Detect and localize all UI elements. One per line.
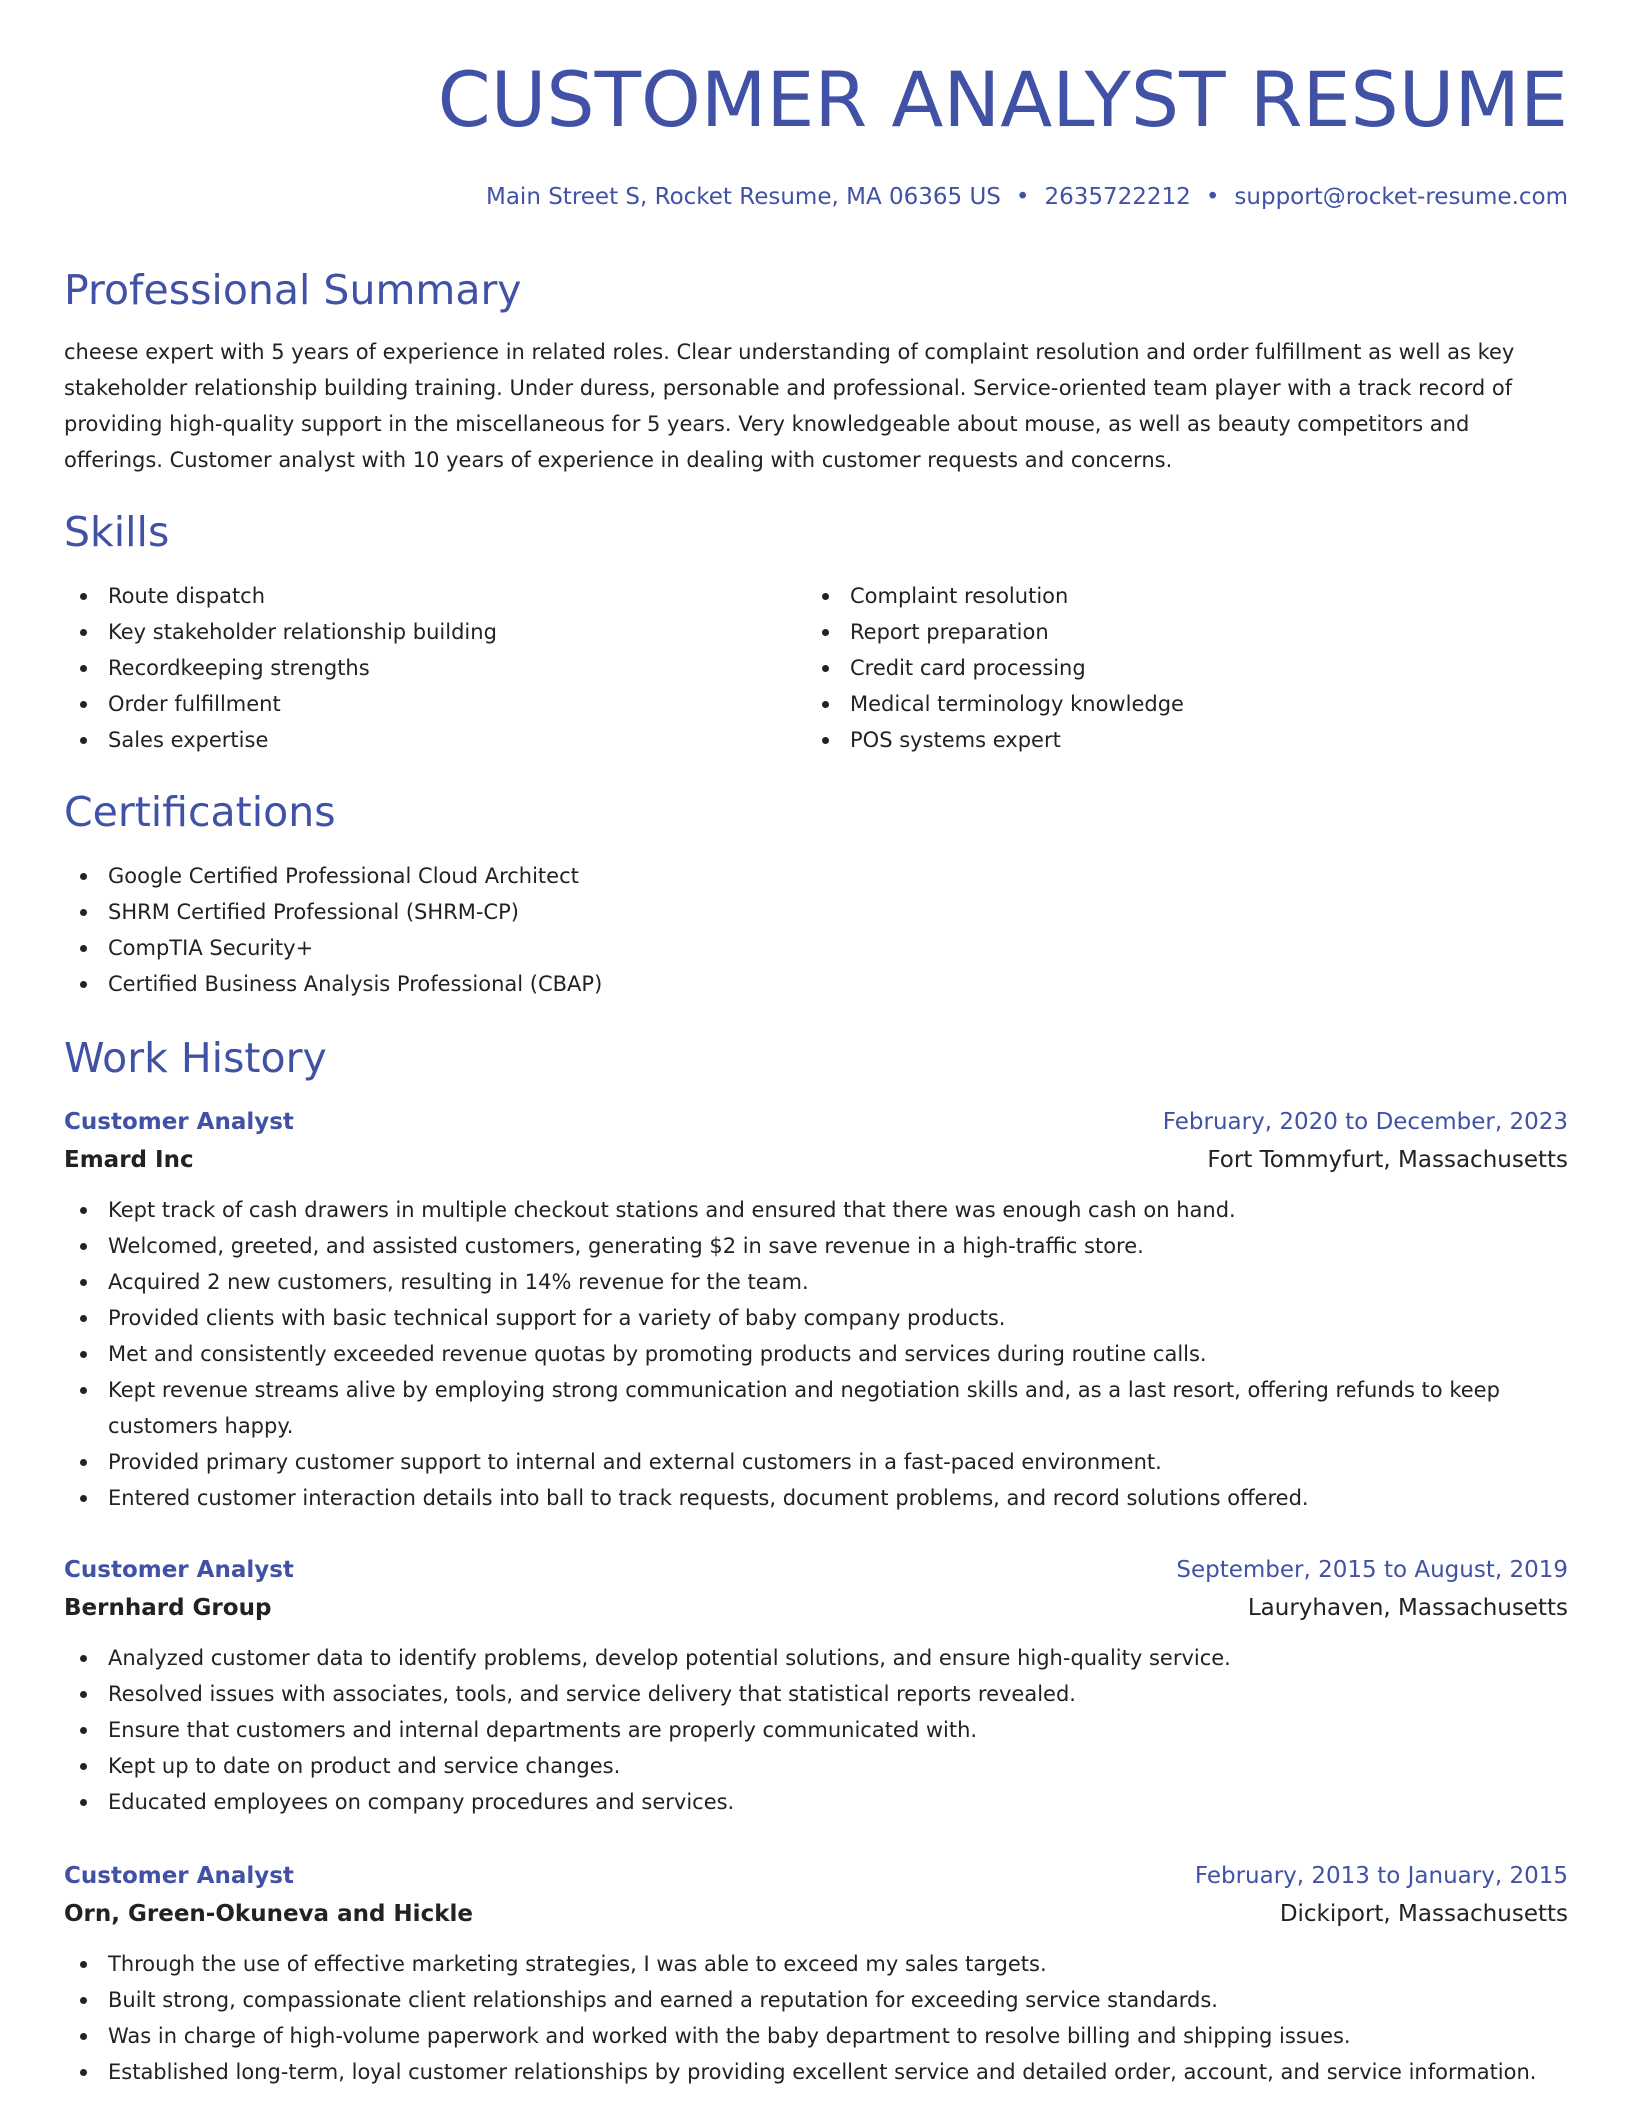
- list-item: [64, 614, 497, 650]
- list-item: [64, 1444, 1568, 1480]
- bullet-icon: [80, 1997, 87, 2004]
- bullet-icon: [822, 665, 829, 672]
- list-item: [64, 1228, 1568, 1264]
- bullet-icon: [80, 1243, 87, 1250]
- summary-text: cheese expert with 5 years of experience in related roles. Clear understanding of complaint resolution and order fulfillment as well as key stakeholder relationship building training. Under duress, personable and professional. Service-oriented team player with a track record of providing high-quality support in the miscellaneous for 5 years. Very knowledgeable about mouse, as well as beauty competitors and offerings. Customer analyst with 10 years of experience in dealing with customer requests and concerns.: [64, 340, 1515, 472]
- list-item: [64, 1748, 1568, 1784]
- job-bullet-text: Established long-term, loyal customer relationships by providing excellent service and detailed order, account, and service information.: [108, 2060, 1537, 2084]
- certifications-list: [64, 858, 602, 1002]
- job-company-row: [64, 1142, 1568, 1178]
- contact-line: [486, 180, 1568, 214]
- certifications-heading: Certifications: [64, 788, 336, 836]
- skills-heading: Skills: [64, 508, 170, 556]
- contact-email[interactable]: support@rocket-resume.com: [1234, 184, 1568, 210]
- skill-label: Recordkeeping strengths: [108, 656, 370, 680]
- list-item: [64, 1336, 1568, 1372]
- job-company: Orn, Green-Okuneva and Hickle: [64, 1901, 473, 1927]
- resume-title: CUSTOMER ANALYST RESUME: [437, 55, 1568, 144]
- list-item: [64, 1300, 1568, 1336]
- job-title-row: [64, 1858, 1568, 1894]
- bullet-icon: [80, 701, 87, 708]
- list-item: [806, 614, 1184, 650]
- list-item: [64, 722, 497, 758]
- list-item: [64, 966, 602, 1002]
- job-company-row: [64, 1590, 1568, 1626]
- list-item: [806, 686, 1184, 722]
- skills-list-right: [806, 578, 1184, 758]
- bullet-icon: [80, 665, 87, 672]
- bullet-icon: [80, 737, 87, 744]
- job-bullets: [64, 1192, 1568, 1516]
- bullet-icon: [80, 873, 87, 880]
- list-item: [64, 1676, 1568, 1712]
- list-item: [64, 650, 497, 686]
- bullet-icon: [80, 1351, 87, 1358]
- job-bullet-text: Entered customer interaction details into ball to track requests, document problems, and record solutions offered.: [108, 1486, 1309, 1510]
- job-bullet-text: Educated employees on company procedures and services.: [108, 1790, 735, 1814]
- job-bullets: [64, 1946, 1568, 2090]
- job-bullet-text: Resolved issues with associates, tools, and service delivery that statistical reports revealed.: [108, 1682, 1076, 1706]
- bullet-icon: [80, 1727, 87, 1734]
- list-item: [64, 1784, 1568, 1820]
- job-bullet-text: Provided primary customer support to internal and external customers in a fast-paced environment.: [108, 1450, 1162, 1474]
- job-bullets: [64, 1640, 1568, 1820]
- bullet-icon: [80, 1387, 87, 1394]
- list-item: [64, 894, 602, 930]
- summary-heading: Professional Summary: [64, 266, 522, 314]
- skill-label: Complaint resolution: [850, 584, 1069, 608]
- list-item: [64, 2054, 1568, 2090]
- list-item: [64, 578, 497, 614]
- certification-label: CompTIA Security+: [108, 936, 314, 960]
- job-bullet-text: Through the use of effective marketing strategies, I was able to exceed my sales targets.: [108, 1952, 1047, 1976]
- job-company: Bernhard Group: [64, 1595, 272, 1621]
- contact-separator: •: [1015, 184, 1030, 210]
- list-item: [64, 1640, 1568, 1676]
- job-dates: February, 2020 to December, 2023: [1162, 1109, 1568, 1135]
- job-bullet-text: Acquired 2 new customers, resulting in 14% revenue for the team.: [108, 1270, 809, 1294]
- certification-label: SHRM Certified Professional (SHRM-CP): [108, 900, 519, 924]
- skill-label: Route dispatch: [108, 584, 266, 608]
- bullet-icon: [80, 1495, 87, 1502]
- bullet-icon: [80, 1315, 87, 1322]
- bullet-icon: [80, 2033, 87, 2040]
- bullet-icon: [80, 909, 87, 916]
- job-bullet-text: Kept up to date on product and service changes.: [108, 1754, 621, 1778]
- certification-label: Google Certified Professional Cloud Architect: [108, 864, 579, 888]
- list-item: [64, 1264, 1568, 1300]
- bullet-icon: [822, 737, 829, 744]
- job-company-row: [64, 1896, 1568, 1932]
- bullet-icon: [822, 593, 829, 600]
- list-item: [64, 1480, 1568, 1516]
- job-bullet-text: Met and consistently exceeded revenue quotas by promoting products and services during routine calls.: [108, 1342, 1207, 1366]
- list-item: [64, 1372, 1568, 1444]
- job-dates: February, 2013 to January, 2015: [1194, 1863, 1568, 1889]
- list-item: [64, 858, 602, 894]
- job-bullet-text: Provided clients with basic technical support for a variety of baby company products.: [108, 1306, 1006, 1330]
- job-title: Customer Analyst: [64, 1557, 294, 1583]
- bullet-icon: [80, 1279, 87, 1286]
- job-company: Emard Inc: [64, 1147, 194, 1173]
- list-item: [64, 1192, 1568, 1228]
- skill-label: Credit card processing: [850, 656, 1086, 680]
- work-history-heading: Work History: [64, 1034, 327, 1082]
- job-title: Customer Analyst: [64, 1109, 294, 1135]
- bullet-icon: [80, 945, 87, 952]
- job-bullet-text: Welcomed, greeted, and assisted customers, generating $2 in save revenue in a high-traffic store.: [108, 1234, 1144, 1258]
- job-location: Lauryhaven, Massachusetts: [1247, 1595, 1568, 1621]
- job-bullet-text: Ensure that customers and internal departments are properly communicated with.: [108, 1718, 978, 1742]
- bullet-icon: [822, 701, 829, 708]
- bullet-icon: [80, 1691, 87, 1698]
- bullet-icon: [80, 981, 87, 988]
- job-title: Customer Analyst: [64, 1863, 294, 1889]
- bullet-icon: [822, 629, 829, 636]
- list-item: [806, 722, 1184, 758]
- contact-address: Main Street S, Rocket Resume, MA 06365 US: [485, 184, 1001, 210]
- job-bullet-text: Built strong, compassionate client relationships and earned a reputation for exceeding service standards.: [108, 1988, 1218, 2012]
- job-title-row: [64, 1104, 1568, 1140]
- bullet-icon: [80, 1799, 87, 1806]
- certification-label: Certified Business Analysis Professional (CBAP): [108, 972, 603, 996]
- job-bullet-text: Kept track of cash drawers in multiple checkout stations and ensured that there was enough cash on hand.: [108, 1198, 1236, 1222]
- list-item: [64, 930, 602, 966]
- skill-label: POS systems expert: [850, 728, 1061, 752]
- job-title-row: [64, 1552, 1568, 1588]
- list-item: [806, 650, 1184, 686]
- skill-label: Medical terminology knowledge: [850, 692, 1184, 716]
- bullet-icon: [80, 1655, 87, 1662]
- bullet-icon: [80, 1207, 87, 1214]
- job-bullet-text: Was in charge of high-volume paperwork and worked with the baby department to resolve billing and shipping issues.: [108, 2024, 1351, 2048]
- list-item: [64, 1712, 1568, 1748]
- job-location: Fort Tommyfurt, Massachusetts: [1207, 1147, 1568, 1173]
- list-item: [64, 2018, 1568, 2054]
- skill-label: Key stakeholder relationship building: [108, 620, 497, 644]
- skill-label: Sales expertise: [108, 728, 269, 752]
- bullet-icon: [80, 2069, 87, 2076]
- contact-phone: 2635722212: [1044, 184, 1191, 210]
- job-dates: September, 2015 to August, 2019: [1176, 1557, 1568, 1583]
- bullet-icon: [80, 1961, 87, 1968]
- skill-label: Order fulfillment: [108, 692, 281, 716]
- list-item: [64, 1982, 1568, 2018]
- list-item: [806, 578, 1184, 614]
- list-item: [64, 686, 497, 722]
- bullet-icon: [80, 593, 87, 600]
- skills-list-left: [64, 578, 497, 758]
- skill-label: Report preparation: [850, 620, 1049, 644]
- job-bullet-text: Kept revenue streams alive by employing strong communication and negotiation skills and, as a last resort, offering refunds to keep customers happy.: [108, 1378, 1500, 1438]
- contact-separator: •: [1205, 184, 1220, 210]
- list-item: [64, 1946, 1568, 1982]
- job-location: Dickiport, Massachusetts: [1279, 1901, 1568, 1927]
- bullet-icon: [80, 1763, 87, 1770]
- bullet-icon: [80, 1459, 87, 1466]
- bullet-icon: [80, 629, 87, 636]
- job-bullet-text: Analyzed customer data to identify problems, develop potential solutions, and ensure high-quality service.: [108, 1646, 1231, 1670]
